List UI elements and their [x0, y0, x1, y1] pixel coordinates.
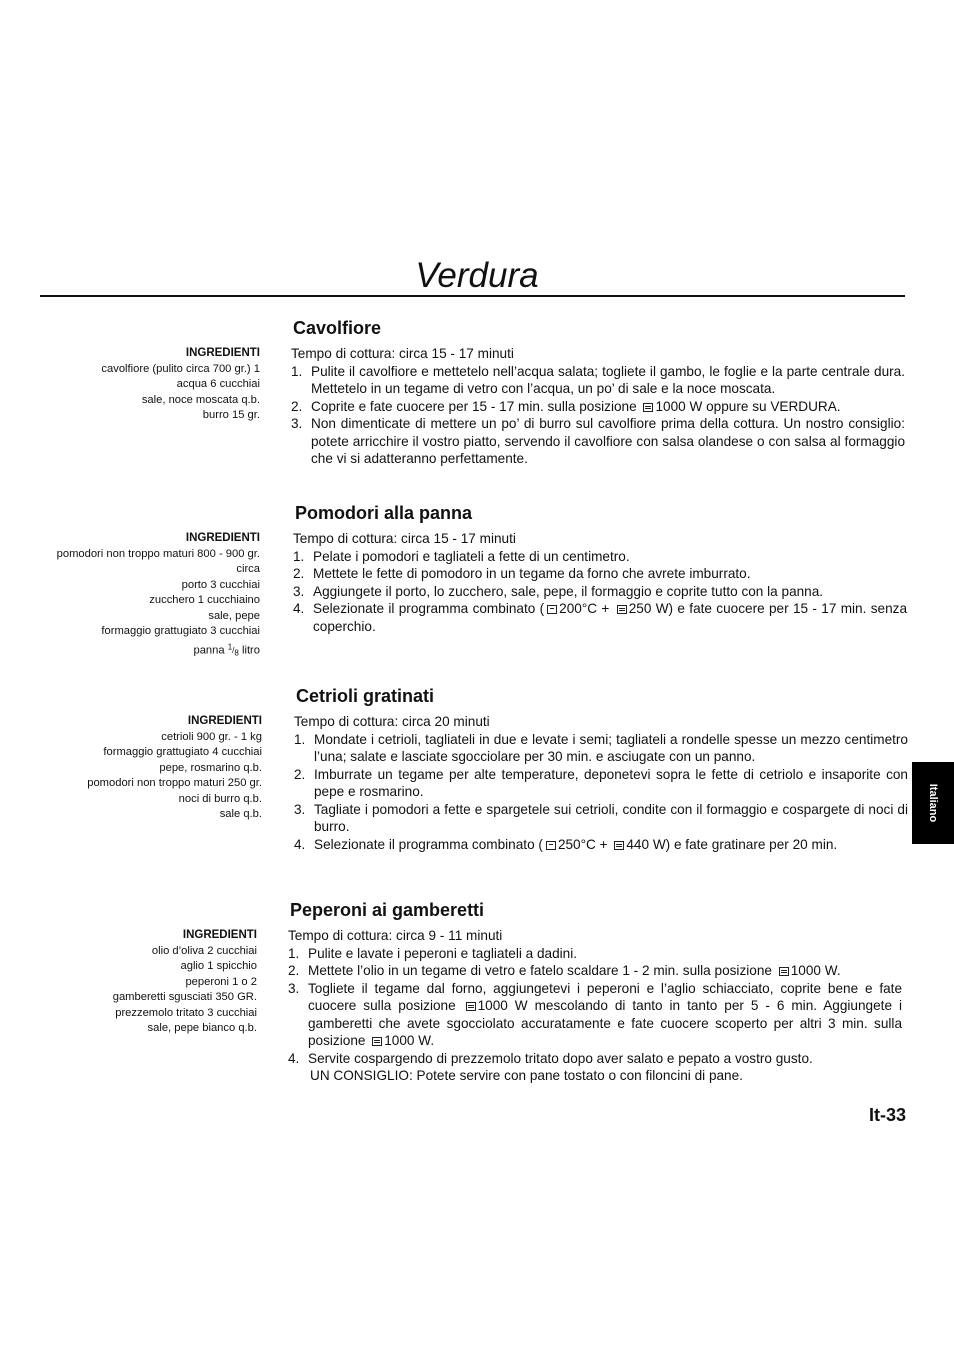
step-text: 200°C +	[559, 601, 610, 616]
ingredients-list	[10, 346, 260, 424]
recipe-step	[293, 600, 907, 635]
recipe-step	[293, 583, 907, 601]
step-text: Pulite il cavolfiore e mettetelo nell’acqua salata; togliete il gambo, le foglie e la parte centrale dura. Mettetelo in un tegame di vetro con l’acqua, un po’ di sale e la noce moscata.	[311, 363, 905, 396]
recipe-step	[291, 398, 905, 416]
recipe-step	[294, 801, 908, 836]
ingredient-item: gamberetti sgusciati 350 GR.	[112, 991, 257, 1003]
step-text: 1000 W.	[384, 1033, 435, 1048]
ingredient-item: sale q.b.	[219, 808, 262, 820]
recipe-tip: UN CONSIGLIO: Potete servire con pane tostato o con filoncini di pane.	[310, 1068, 743, 1083]
recipe-title: Peperoni ai gamberetti	[290, 900, 485, 920]
ingredient-item: sale, pepe	[208, 609, 260, 622]
step-number: 3.	[293, 583, 305, 599]
recipe-title: Pomodori alla panna	[295, 503, 473, 523]
recipe-step	[293, 548, 907, 566]
step-text: Tagliate i pomodori a fette e spargetele sui cetrioli, condite con il formaggio e cospargete di noci di burro.	[314, 801, 908, 834]
recipe-step	[291, 415, 905, 468]
ingredient-unit: litro	[241, 644, 260, 657]
ingredients-list	[12, 714, 262, 823]
ingredient-item: formaggio grattugiato 4 cucchiai	[103, 746, 262, 758]
step-text: Mondate i cetrioli, tagliateli in due e levate i semi; tagliateli a rondelle spesse un mezzo centimetro l’una; salate e lasciate sgocciolare per 30 min. e asciugate con un panno.	[314, 731, 908, 764]
ingredients-heading: INGREDIENTI	[187, 715, 262, 727]
step-number: 4.	[294, 836, 306, 852]
ingredients-heading: INGREDIENTI	[185, 347, 260, 359]
fraction-denominator: 8	[234, 648, 239, 658]
microwave-icon	[372, 1037, 382, 1046]
cooking-time: Tempo di cottura: circa 20 minuti	[294, 714, 490, 729]
ingredient-item: sale, pepe bianco q.b.	[147, 1022, 257, 1034]
step-text: 1000 W mescolando di tanto in tanto per 5 - 6 min. Aggiungete i gamberetti che avete sgocciolato accuratamente e fate cuocere scoperto per altri 3 min. sulla posizione	[308, 998, 902, 1048]
ingredient-item: prezzemolo tritato 3 cucchiai	[115, 1006, 257, 1019]
recipe-step	[294, 731, 908, 766]
step-number: 2.	[294, 766, 306, 782]
step-text: Aggiungete il porto, lo zucchero, sale, pepe, il formaggio e coprite tutto con la panna.	[313, 583, 824, 599]
step-text: 250 W) e fate cuocere per 15 - 17 min. senza coperchio.	[313, 601, 908, 634]
recipe-step	[294, 766, 908, 801]
step-number: 3.	[288, 980, 300, 996]
ingredient-item: pepe, rosmarino q.b.	[159, 761, 262, 774]
ingredient-item: cavolfiore (pulito circa 700 gr.) 1	[101, 362, 260, 375]
cooking-time: Tempo di cottura: circa 9 - 11 minuti	[288, 928, 503, 943]
grill-icon	[546, 841, 556, 850]
cooking-time: Tempo di cottura: circa 15 - 17 minuti	[291, 346, 514, 361]
recipe-step	[288, 980, 902, 1050]
step-text: Pulite e lavate i peperoni e tagliateli a dadini.	[308, 945, 578, 961]
ingredient-item: cetrioli 900 gr. - 1 kg	[161, 730, 262, 743]
recipe-step	[294, 836, 908, 854]
language-tab	[912, 762, 954, 844]
ingredient-item: circa	[236, 563, 260, 575]
fraction: $^1/_8$	[227, 642, 239, 658]
recipe-step	[288, 945, 902, 963]
ingredient-item: olio d’oliva 2 cucchiai	[151, 944, 257, 957]
ingredients-list	[10, 531, 260, 661]
recipe-step	[288, 1050, 902, 1068]
cooking-time: Tempo di cottura: circa 15 - 17 minuti	[293, 531, 516, 546]
step-text: Togliete il tegame dal forno, aggiungetevi i peperoni e l’aglio schiacciato, coprite bene e fate cuocere sulla posizione	[308, 980, 902, 1013]
step-number: 1.	[293, 548, 305, 564]
ingredients-list	[7, 928, 257, 1037]
ingredient-item-cream	[10, 640, 260, 662]
recipe-step	[291, 363, 905, 398]
step-number: 2.	[293, 566, 305, 581]
step-number: 2.	[291, 398, 303, 414]
step-text: Selezionate il programma combinato (	[313, 601, 545, 616]
recipe-step	[288, 962, 902, 980]
ingredient-item: sale, noce moscata q.b.	[141, 393, 260, 406]
step-text: 250°C +	[557, 836, 608, 852]
step-text: 440 W) e fate gratinare per 20 min.	[626, 836, 838, 852]
fraction-numerator: 1	[227, 642, 233, 652]
recipe-title: Cavolfiore	[293, 318, 382, 338]
title-divider	[40, 295, 905, 297]
step-number: 3.	[291, 416, 303, 431]
step-text: Mettete l’olio in un tegame di vetro e fatelo scaldare 1 - 2 min. sulla posizione	[308, 963, 772, 978]
recipe-body	[291, 345, 905, 468]
step-number: 1.	[294, 731, 306, 747]
step-number: 1.	[288, 945, 300, 961]
grill-icon	[547, 605, 557, 614]
step-number: 4.	[293, 601, 305, 616]
ingredient-item: zucchero 1 cucchiaino	[149, 594, 260, 606]
language-tab-label: Italiano	[927, 783, 939, 823]
step-number: 2.	[288, 963, 300, 978]
step-text: 1000 W.	[790, 963, 841, 978]
step-text: Coprite e fate cuocere per 15 - 17 min. sulla posizione	[311, 398, 637, 414]
recipe-title: Cetrioli gratinati	[296, 686, 435, 706]
microwave-icon	[614, 841, 624, 850]
step-text: Imburrate un tegame per alte temperature, deponetevi sopra le fette di cetriolo e insaporite con pepe e rosmarino.	[314, 766, 908, 799]
ingredient-item: aglio 1 spicchio	[180, 960, 257, 972]
step-text: Mettete le fette di pomodoro in un tegame da forno che avrete imburrato.	[313, 566, 751, 581]
microwave-icon	[779, 967, 789, 976]
ingredient-item: porto 3 cucchiai	[181, 578, 260, 591]
microwave-icon	[643, 403, 653, 412]
page-title: Verdura	[415, 256, 539, 295]
recipe-body	[293, 530, 907, 635]
step-text: 1000 W oppure su VERDURA.	[655, 398, 841, 414]
step-text: Servite cospargendo di prezzemolo tritato dopo aver salato e pepato a vostro gusto.	[308, 1050, 813, 1066]
ingredient-label: panna	[193, 644, 225, 657]
page-number: It-33	[868, 1105, 906, 1125]
step-text: Non dimenticate di mettere un po’ di burro sul cavolfiore prima della cottura. Un nostro consiglio: potete arricchire il vostro piatto, servendo il cavolfiore con salsa olandese o con salsa al formaggio che vi si adatteranno perfettamente.	[311, 416, 905, 466]
microwave-icon	[617, 605, 627, 614]
recipe-body	[294, 713, 908, 853]
ingredient-item: burro 15 gr.	[202, 409, 260, 421]
recipe-step	[293, 565, 907, 583]
step-number: 3.	[294, 801, 306, 817]
ingredient-item: pomodori non troppo maturi 250 gr.	[87, 777, 262, 789]
ingredient-item: noci di burro q.b.	[178, 792, 262, 805]
step-text: Selezionate il programma combinato (	[314, 836, 543, 852]
ingredients-heading: INGREDIENTI	[182, 929, 257, 941]
ingredient-item: formaggio grattugiato 3 cucchiai	[101, 625, 260, 637]
ingredients-heading: INGREDIENTI	[185, 532, 260, 544]
step-number: 4.	[288, 1050, 300, 1066]
ingredient-item: pomodori non troppo maturi 800 - 900 gr.	[56, 547, 260, 560]
step-text: Pelate i pomodori e tagliateli a fette di un centimetro.	[313, 548, 630, 564]
microwave-icon	[466, 1002, 476, 1011]
step-number: 1.	[291, 363, 303, 379]
ingredient-item: peperoni 1 o 2	[185, 975, 257, 988]
ingredient-item: acqua 6 cucchiai	[176, 378, 260, 390]
recipe-body	[288, 927, 902, 1085]
